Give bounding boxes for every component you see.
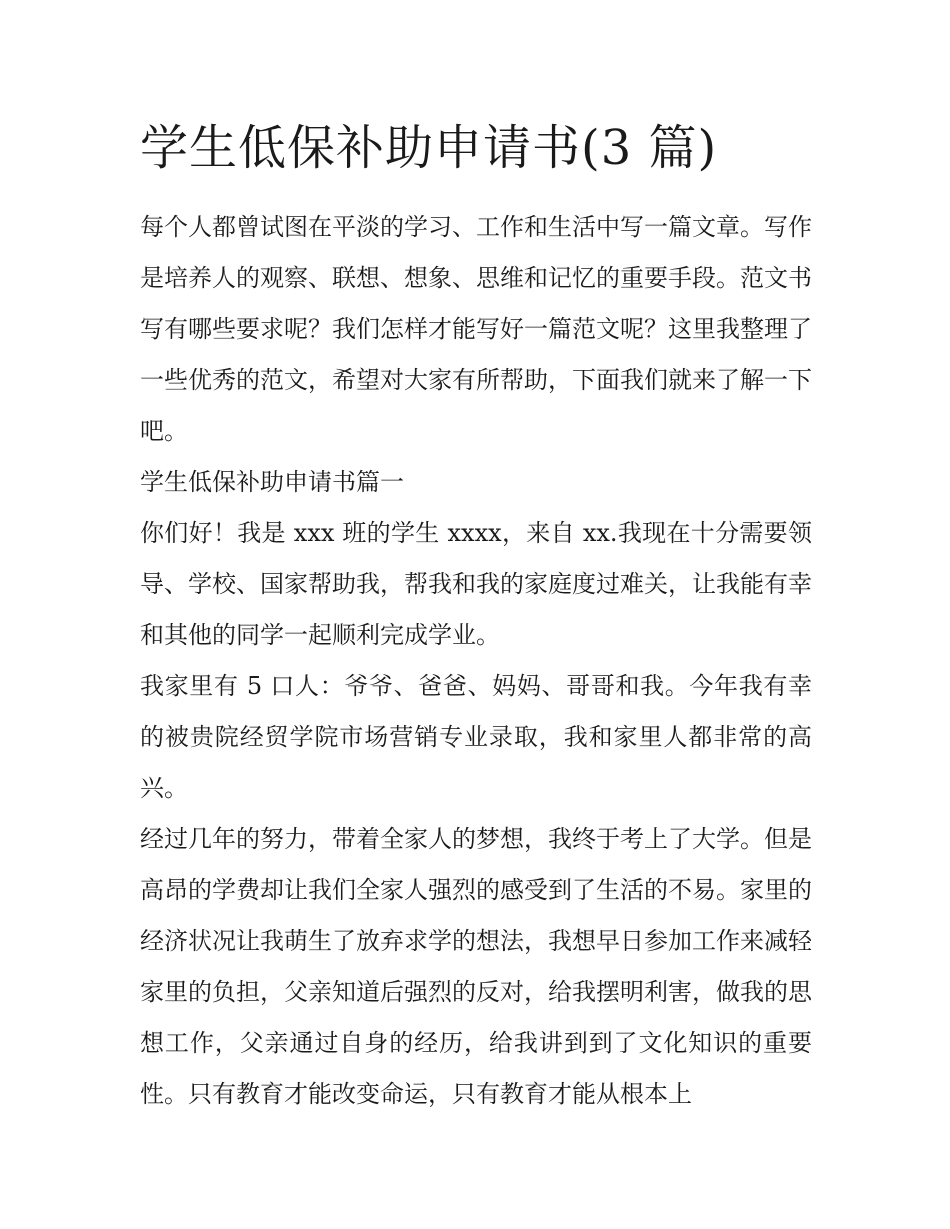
section-heading: 学生低保补助申请书篇一: [140, 468, 404, 496]
body-paragraph: 经过几年的努力，带着全家人的梦想，我终于考上了大学。但是高昂的学费却让我们全家人强烈的感受到了生活的不易。家里的经济状况让我萌生了放弃求学的想法，我想早日参加工作来减轻家里的负担，父亲知道后强烈的反对，给我摆明利害，做我的思想工作，父亲通过自身的经历，给我讲到到了文化知识的重要性。只有教育才能改变命运，只有教育才能从根本上: [140, 825, 812, 1108]
document-page: [140, 112, 812, 1120]
intro-paragraph: 每个人都曾试图在平淡的学习、工作和生活中写一篇文章。写作是培养人的观察、联想、想象、思维和记忆的重要手段。范文书写有哪些要求呢？我们怎样才能写好一篇范文呢？这里我整理了一些优秀的范文，希望对大家有所帮助，下面我们就来了解一下吧。: [140, 213, 812, 445]
body-paragraph: 我家里有 5 口人：爷爷、爸爸、妈妈、哥哥和我。今年我有幸的被贵院经贸学院市场营销专业录取，我和家里人都非常的高兴。: [140, 672, 812, 802]
document-title: 学生低保补助申请书(3 篇): [140, 120, 718, 176]
body-paragraph: 你们好！我是 xxx 班的学生 xxxx，来自 xx.我现在十分需要领导、学校、国家帮助我，帮我和我的家庭度过难关，让我能有幸和其他的同学一起顺利完成学业。: [140, 519, 812, 649]
